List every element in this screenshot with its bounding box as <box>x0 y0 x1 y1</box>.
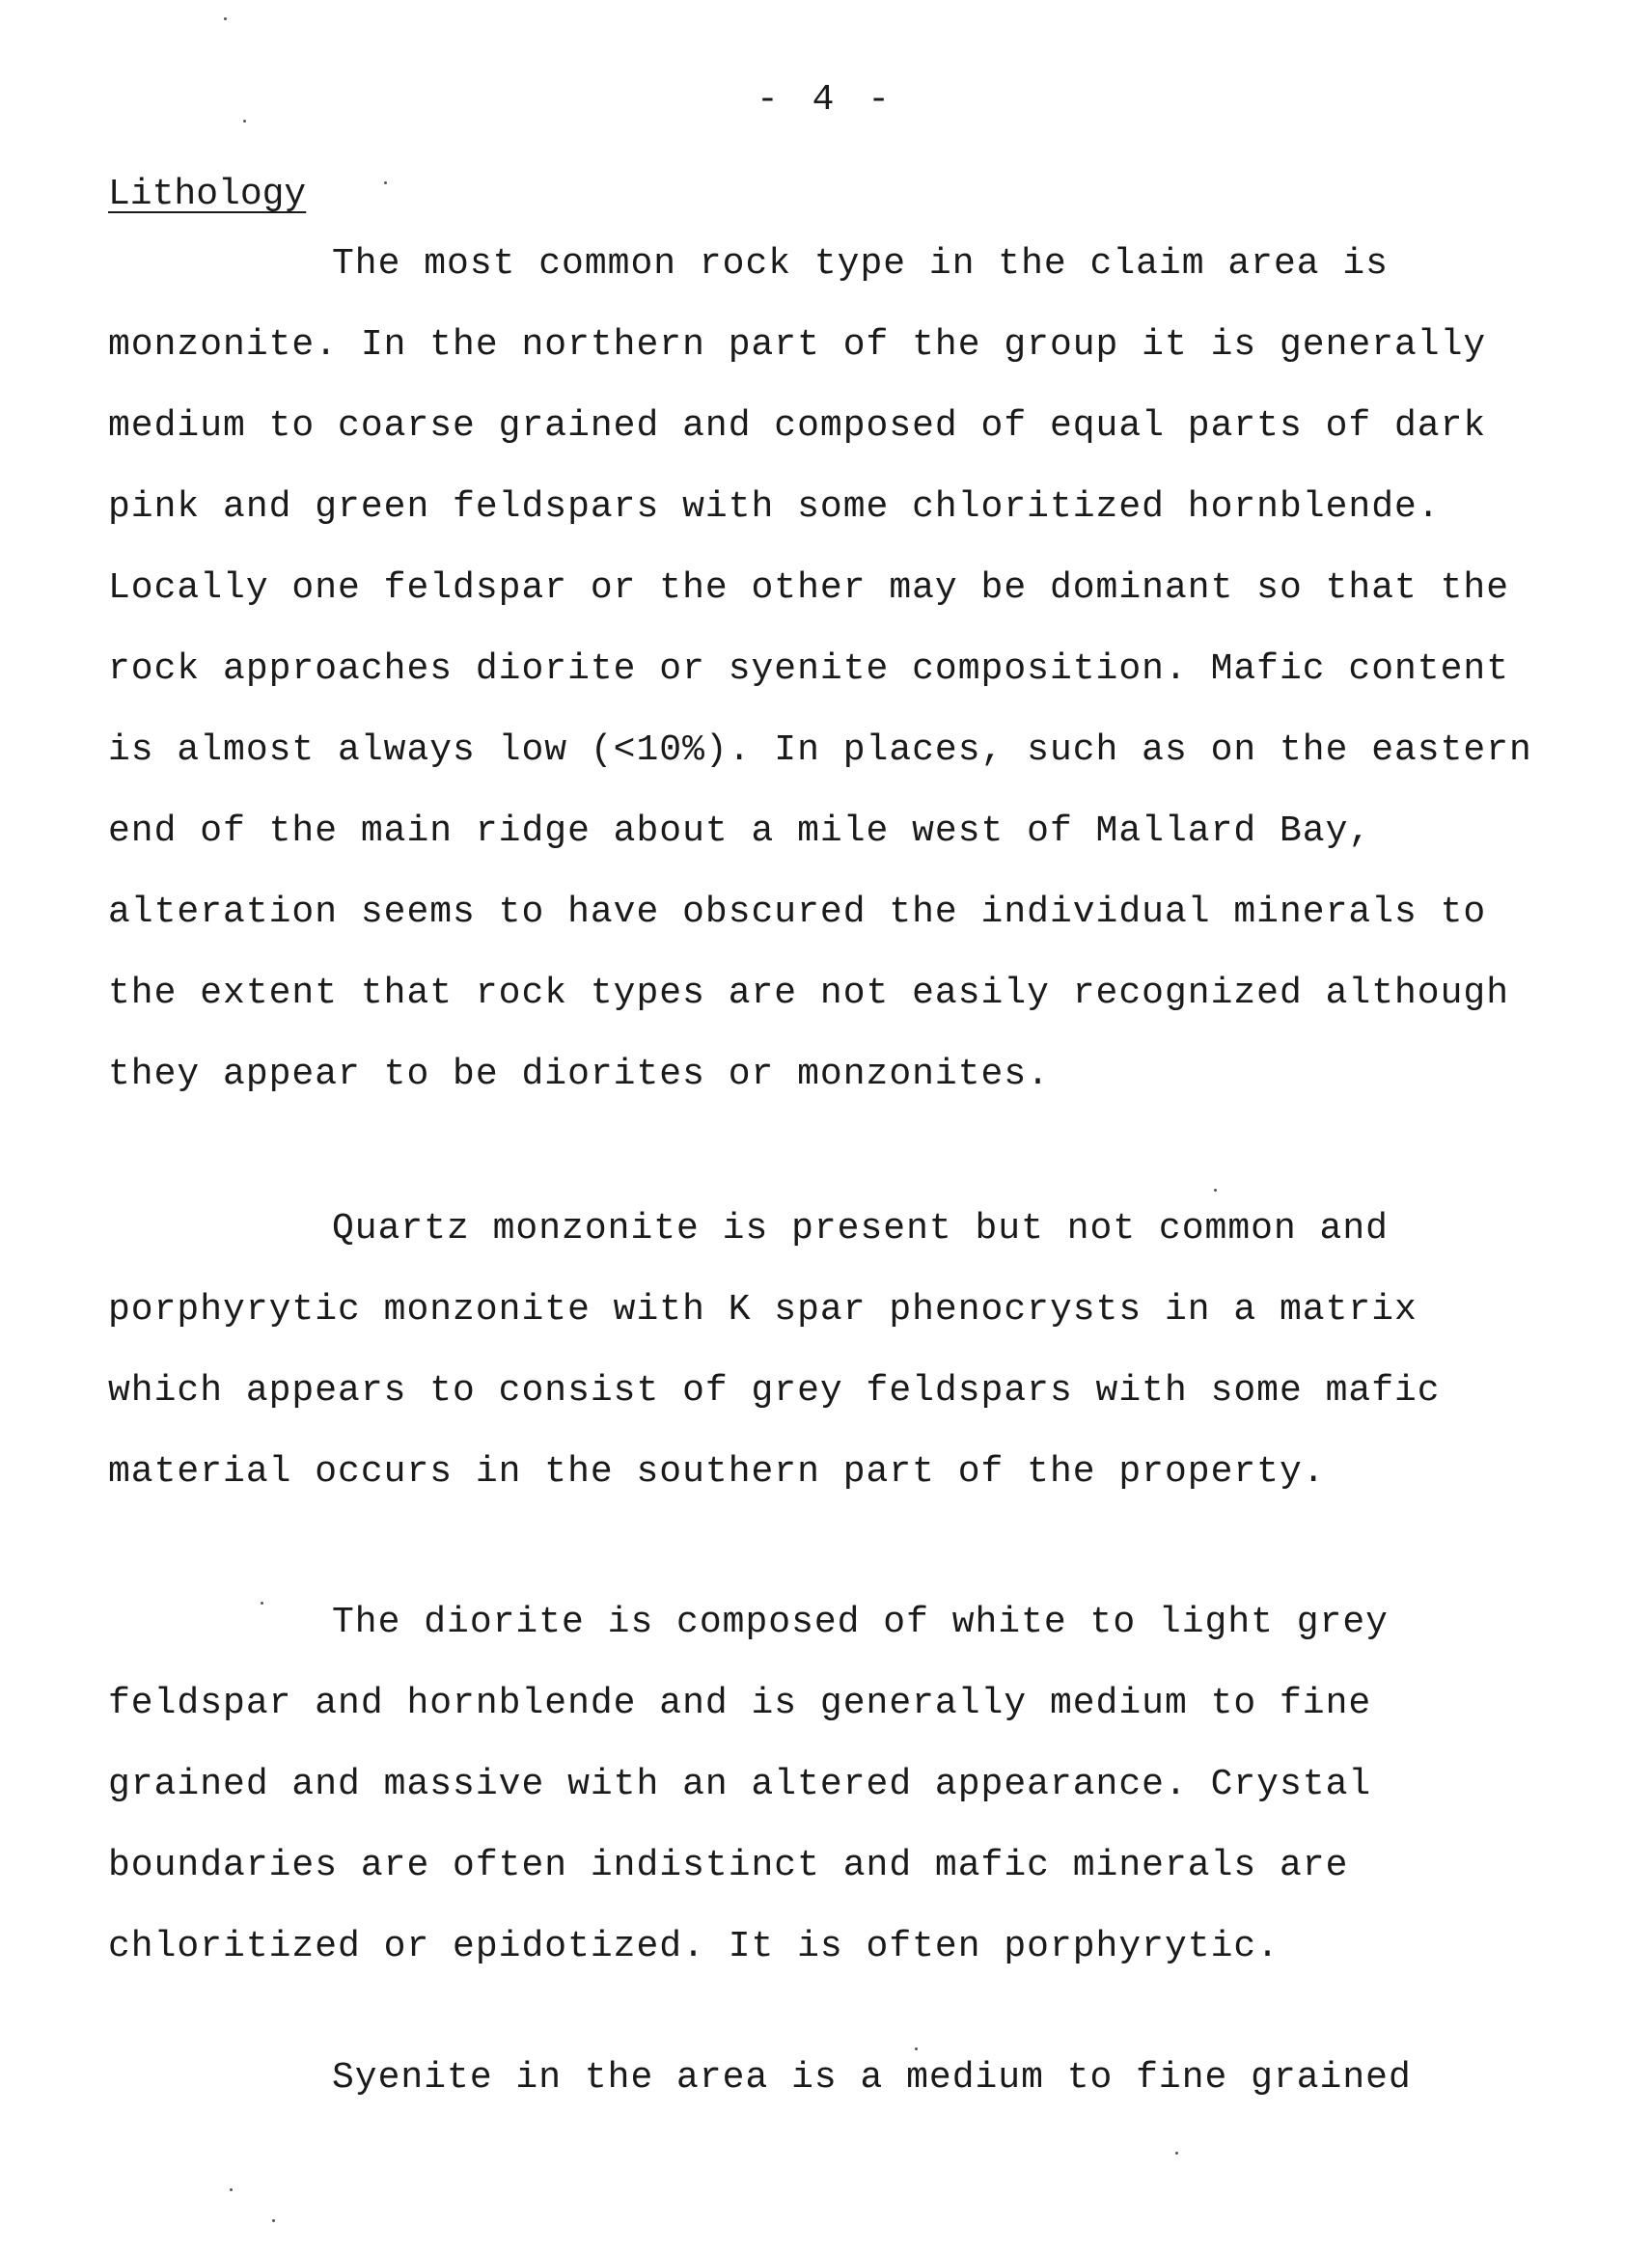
paragraph-text: Syenite in the area is a medium to fine grained <box>332 2057 1412 2099</box>
section-heading: Lithology <box>108 174 307 215</box>
paragraph-syenite <box>108 2038 1536 2119</box>
scan-speck <box>261 1602 263 1605</box>
paragraph-monzonite <box>108 224 1536 1115</box>
paragraph-text: The diorite is composed of white to light grey feldspar and hornblende and is generally medium to fine grained and massive with an altered appearance. Crystal boundaries are often indistinct and mafic minerals are chloritized or epidotized. It is often porphyrytic. <box>108 1602 1389 1967</box>
scan-speck <box>230 2188 233 2191</box>
paragraph-text: The most common rock type in the claim area is monzonite. In the northern part of the group it is generally medium to coarse grained and composed of equal parts of dark pink and green feldspars with some chloritized hornblende. Locally one feldspar or the other may be dominant so that the rock approaches diorite or syenite composition. Mafic content is almost always low (<10%). In places, such as on the eastern end of the main ridge about a mile west of Mallard Bay, alteration seems to have obscured the individual minerals to the extent that rock types are not easily recognized although they appear to be diorites or monzonites. <box>108 243 1532 1095</box>
paragraph-quartz-monzonite <box>108 1189 1536 1513</box>
scan-speck <box>224 17 227 20</box>
scan-speck <box>1175 2152 1178 2155</box>
paragraph-text: Quartz monzonite is present but not common and porphyrytic monzonite with K spar phenocrysts in a matrix which appears to consist of grey feldspars with some mafic material occurs in the southern part of the property. <box>108 1208 1441 1493</box>
scan-speck <box>272 2219 275 2222</box>
scan-speck <box>1214 1189 1217 1192</box>
scan-speck <box>915 2047 918 2050</box>
paragraph-diorite <box>108 1582 1536 1988</box>
page-number: - 4 - <box>756 79 896 121</box>
scan-speck <box>384 181 387 184</box>
scan-speck <box>243 120 246 123</box>
